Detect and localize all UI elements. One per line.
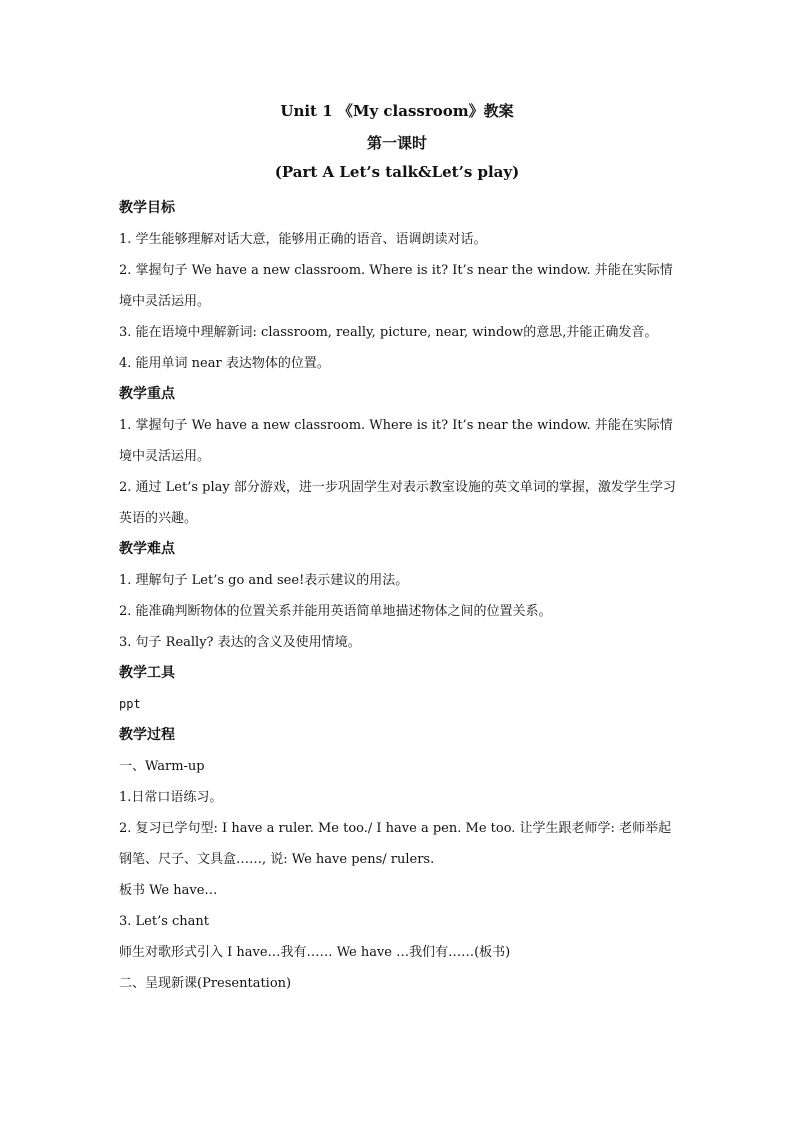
objective-item: 4. 能用单词 near 表达物体的位置。 xyxy=(119,356,330,371)
process-line: 二、呈现新课(Presentation) xyxy=(119,976,292,991)
tools-text: ppt xyxy=(119,697,141,711)
difficulty-item: 2. 能准确判断物体的位置关系并能用英语简单地描述物体之间的位置关系。 xyxy=(119,604,552,619)
section-heading-objectives: 教学目标 xyxy=(119,200,175,216)
objective-item: 1. 学生能够理解对话大意，能够用正确的语音、语调朗读对话。 xyxy=(119,232,487,247)
document-body xyxy=(119,193,677,999)
objective-item: 2. 掌握句子 We have a new classroom. Where is it? It’s near the window. 并能在实际情境中灵活运用。 xyxy=(119,263,673,309)
part-subtitle: (Part A Let’s talk&Let’s play) xyxy=(274,163,520,181)
section-heading-key-points: 教学重点 xyxy=(119,386,175,402)
difficulty-item: 3. 句子 Really? 表达的含义及使用情境。 xyxy=(119,635,361,650)
process-line: 3. Let’s chant xyxy=(119,914,210,929)
process-line: 2. 复习已学句型: I have a ruler. Me too./ I have a pen. Me too. 让学生跟老师学: 老师举起钢笔、尺子、文具盒……, 说: We have pens/ rulers. xyxy=(119,821,672,867)
key-point-item: 2. 通过 Let’s play 部分游戏，进一步巩固学生对表示教室设施的英文单词的掌握，激发学生学习英语的兴趣。 xyxy=(119,480,676,526)
section-heading-difficulties: 教学难点 xyxy=(119,541,175,557)
objective-item: 3. 能在语境中理解新词: classroom, really, picture, near, window的意思,并能正确发音。 xyxy=(119,325,658,340)
key-point-item: 1. 掌握句子 We have a new classroom. Where is it? It’s near the window. 并能在实际情境中灵活运用。 xyxy=(119,418,673,464)
process-line: 师生对歌形式引入 I have…我有…… We have …我们有……(板书) xyxy=(119,945,511,960)
lesson-subtitle: 第一课时 xyxy=(366,134,427,152)
process-line: 1.日常口语练习。 xyxy=(119,790,223,805)
difficulty-item: 1. 理解句子 Let’s go and see!表示建议的用法。 xyxy=(119,573,409,588)
document-title: Unit 1 《My classroom》教案 xyxy=(280,102,514,120)
process-line: 板书 We have… xyxy=(119,883,218,898)
section-heading-process: 教学过程 xyxy=(119,727,175,743)
process-line: 一、Warm-up xyxy=(119,759,205,774)
section-heading-tools: 教学工具 xyxy=(119,665,175,681)
